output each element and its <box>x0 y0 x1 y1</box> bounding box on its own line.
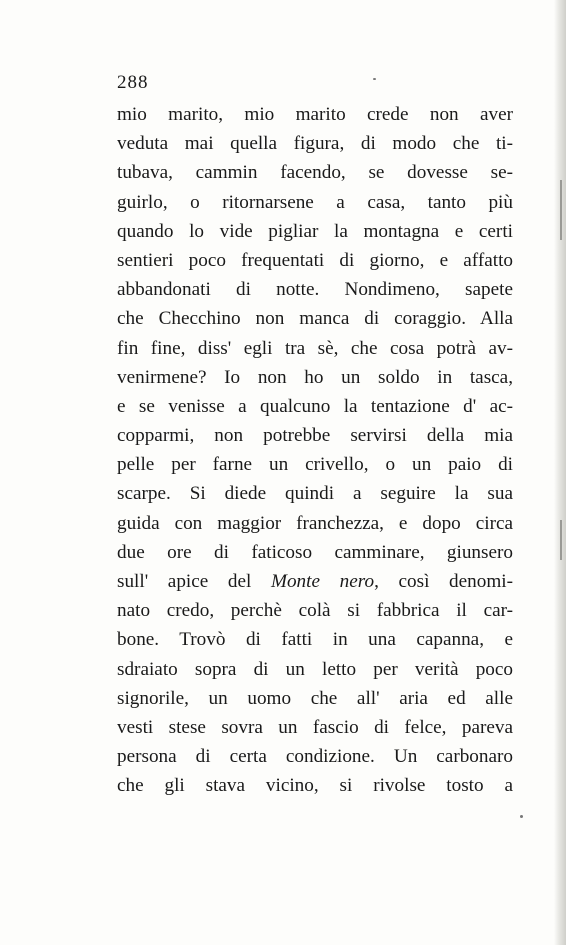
italic-place-name: Monte nero <box>270 571 375 592</box>
text-line: signorile, un uomo che all' aria ed alle <box>117 687 513 709</box>
paper-speck <box>373 78 376 80</box>
text-line: tubava, cammin facendo, se dovesse se- <box>117 162 513 184</box>
text-line: copparmi, non potrebbe servirsi della mia <box>117 425 513 447</box>
text-line: guida con maggior franchezza, e dopo circa <box>117 512 513 534</box>
text-line: fin fine, diss' egli tra sè, che cosa potrà av- <box>117 337 513 359</box>
edge-mark <box>560 180 562 240</box>
text-line: guirlo, o ritornarsene a casa, tanto più <box>117 191 513 213</box>
page-number: 288 <box>117 72 149 93</box>
text-line: persona di certa condizione. Un carbonaro <box>117 746 513 768</box>
text-line: nato credo, perchè colà si fabbrica il car- <box>117 600 513 622</box>
text-line: veduta mai quella figura, di modo che ti- <box>117 133 513 155</box>
page-edge-shadow <box>554 0 566 945</box>
text-line: abbandonati di notte. Nondimeno, sapete <box>117 279 513 301</box>
text-line: scarpe. Si diede quindi a seguire la sua <box>117 483 513 505</box>
text-line: e se venisse a qualcuno la tentazione d' ac- <box>117 395 513 417</box>
text-line: sdraiato sopra di un letto per verità poco <box>117 658 513 680</box>
edge-mark <box>560 520 562 560</box>
text-fragment: , così denomi- <box>374 571 513 592</box>
text-line: due ore di faticoso camminare, giunsero <box>117 541 513 563</box>
text-line-italic-phrase <box>117 567 513 596</box>
text-line: pelle per farne un crivello, o un paio di <box>117 454 513 476</box>
text-line: mio marito, mio marito crede non aver <box>117 104 513 125</box>
paper-speck <box>520 815 523 818</box>
text-line: che gli stava vicino, si rivolse tosto a <box>117 775 513 797</box>
text-line: vesti stese sovra un fascio di felce, pareva <box>117 716 513 738</box>
text-line: che Checchino non manca di coraggio. Alla <box>117 308 513 330</box>
text-line: quando lo vide pigliar la montagna e certi <box>117 220 513 242</box>
text-line: sentieri poco frequentati di giorno, e affatto <box>117 249 513 271</box>
text-fragment: sull' apice del <box>117 571 271 592</box>
body-text <box>117 100 513 801</box>
text-line: bone. Trovò di fatti in una capanna, e <box>117 629 513 651</box>
text-line: venirmene? Io non ho un soldo in tasca, <box>117 366 513 388</box>
